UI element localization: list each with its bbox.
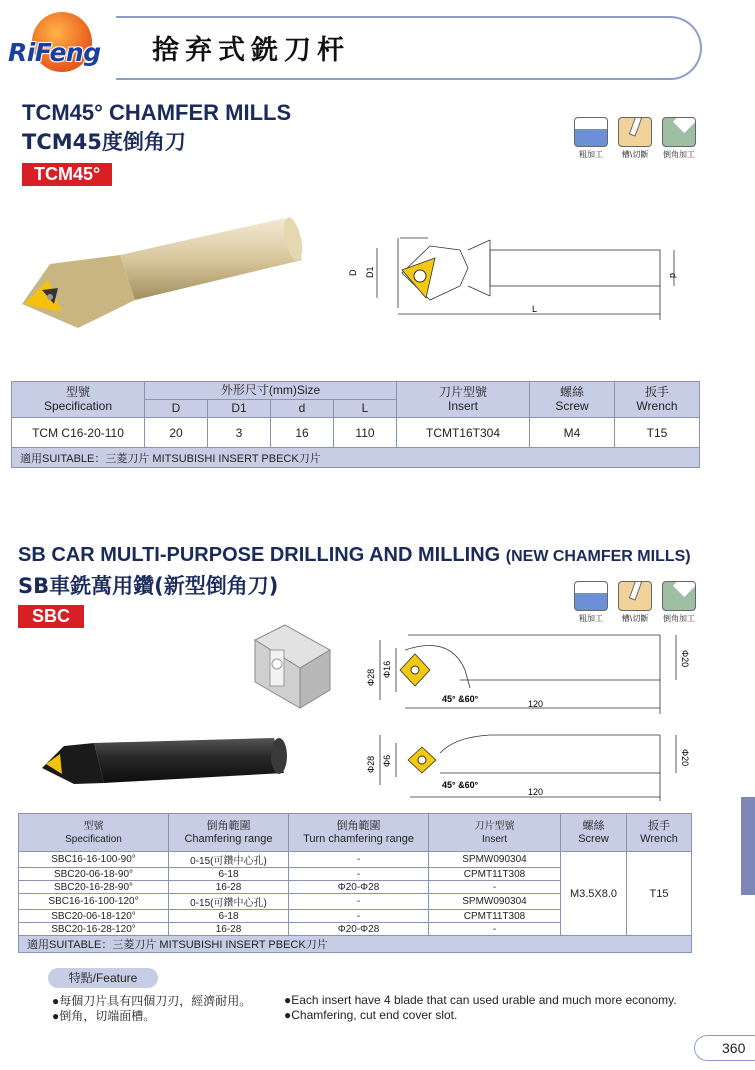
grooving-item: [616, 117, 654, 160]
dim-D: D: [348, 269, 358, 276]
th-spec-cn: 型號: [65, 384, 90, 399]
rough-machining-item: [572, 581, 610, 624]
dim-L: L: [532, 304, 538, 314]
dim-phi28: Φ28: [366, 668, 376, 686]
feature-cn-line: ●倒角，切端面槽。: [52, 1009, 156, 1023]
rough-machining-icon: [574, 117, 608, 147]
grooving-item: [616, 581, 654, 624]
feature-en-line: ●Each insert have 4 blade that can used urable and much more economy.: [284, 993, 677, 1007]
th-wrench-en: Wrench: [640, 832, 678, 845]
section2-title-en: [18, 544, 691, 567]
feature-cn: [52, 994, 251, 1024]
rough-machining-item: [572, 117, 610, 160]
machining-icons-1: [572, 117, 698, 160]
dim-D1: D1: [365, 266, 375, 278]
dim-angle: 45° &60°: [442, 780, 479, 790]
th-spec-en: Specification: [43, 398, 113, 413]
cell-wrench: T15: [627, 852, 692, 936]
icon-label: 倒角加工: [663, 150, 695, 159]
cell-tcr: -: [289, 868, 429, 881]
icon-label: 槽\切斷: [621, 614, 649, 623]
sbc-drawing-1: [360, 630, 690, 715]
cell-cr: 6-18: [169, 910, 289, 923]
logo-text: RiFeng: [8, 38, 101, 67]
th-insert-en: Insert: [447, 398, 478, 413]
icon-label: 倒角加工: [663, 614, 695, 623]
cell-spec: SBC20-06-18-120°: [19, 910, 169, 923]
th-screw-cn: 螺絲: [559, 384, 584, 399]
cell-L: 110: [334, 418, 397, 448]
dim-phi20: Φ20: [680, 650, 690, 668]
table-row: [19, 852, 692, 868]
sbc-tool-photo: [34, 728, 294, 788]
icon-label: 粗加工: [579, 614, 603, 623]
icon-label: 粗加工: [579, 150, 603, 159]
th-L: L: [334, 400, 397, 418]
th-D: D: [145, 400, 208, 418]
cell-spec: SBC16-16-100-120°: [19, 894, 169, 910]
grooving-icon: [618, 117, 652, 147]
sbc-spec-table: [18, 813, 692, 953]
cell-spec: SBC16-16-100-90°: [19, 852, 169, 868]
th-insert-cn: 刀片型號: [474, 820, 515, 832]
cell-spec: SBC20-06-18-90°: [19, 868, 169, 881]
dim-angle: 45° &60°: [442, 694, 479, 704]
cell-cr: 0-15(可鑽中心孔): [169, 852, 289, 868]
th-tcr-en: Turn chamfering range: [303, 832, 414, 845]
section2-title-en-main: SB CAR MULTI-PURPOSE DRILLING AND MILLING: [18, 544, 501, 566]
feature-en: [284, 993, 677, 1023]
dim-phi28: Φ28: [366, 755, 376, 773]
tcm45-tool-photo: [20, 200, 320, 350]
chamfering-icon: [662, 117, 696, 147]
section1-title-en: TCM45° CHAMFER MILLS: [22, 100, 292, 125]
cell-tcr: Φ20-Φ28: [289, 923, 429, 936]
dim-phi6: Φ6: [382, 754, 392, 767]
tcm45-spec-table: [11, 381, 700, 468]
th-screw-en: Screw: [578, 832, 609, 845]
cell-insert: CPMT11T308: [429, 868, 561, 881]
page-number: 360: [722, 1040, 746, 1056]
section2-tag: SBC: [18, 605, 84, 628]
th-d: d: [271, 400, 334, 418]
chamfering-item: [660, 117, 698, 160]
th-wrench-cn: 扳手: [648, 819, 670, 832]
dim-length: 120: [528, 787, 544, 797]
cell-insert: -: [429, 923, 561, 936]
side-tab: [741, 797, 755, 895]
th-cr-cn: 倒角範圍: [206, 819, 251, 832]
dim-length: 120: [528, 699, 544, 709]
brand-logo: [8, 12, 108, 74]
suitable-note: 適用SUITABLE：三菱刀片 MITSUBISHI INSERT PBECK刀片: [12, 448, 700, 468]
cell-d: 16: [271, 418, 334, 448]
th-cr-en: Chamfering range: [184, 832, 273, 845]
cell-D: 20: [145, 418, 208, 448]
chamfering-icon: [662, 581, 696, 611]
cell-insert: TCMT16T304: [397, 418, 530, 448]
cell-insert: SPMW090304: [429, 852, 561, 868]
th-insert-en: Insert: [481, 833, 507, 845]
cell-spec: TCM C16-20-110: [12, 418, 145, 448]
cell-insert: SPMW090304: [429, 894, 561, 910]
section1-title-cn: TCM45度倒角刀: [22, 130, 186, 154]
section2-title-cn: SB車銑萬用鑽(新型倒角刀): [18, 574, 279, 598]
cell-tcr: -: [289, 894, 429, 910]
cell-wrench: T15: [615, 418, 700, 448]
sbc-drawing-2: [360, 725, 690, 803]
dim-phi20: Φ20: [680, 749, 690, 767]
cell-cr: 16-28: [169, 881, 289, 894]
cell-screw: M4: [530, 418, 615, 448]
cell-insert: -: [429, 881, 561, 894]
dim-d: d: [668, 273, 678, 279]
feature-cn-line: ●每個刀片具有四個刀刃，經濟耐用。: [52, 994, 252, 1008]
cell-spec: SBC20-16-28-90°: [19, 881, 169, 894]
th-insert-cn: 刀片型號: [438, 384, 487, 399]
section1-tag: TCM45°: [22, 163, 112, 186]
tcm45-drawing: [340, 228, 690, 328]
chamfering-item: [660, 581, 698, 624]
cell-cr: 6-18: [169, 868, 289, 881]
cell-tcr: Φ20-Φ28: [289, 881, 429, 894]
th-screw-en: Screw: [555, 398, 589, 413]
cell-spec: SBC20-16-28-120°: [19, 923, 169, 936]
th-spec-en: Specification: [65, 833, 122, 845]
th-wrench-cn: 扳手: [644, 384, 669, 399]
icon-label: 槽\切斷: [621, 150, 649, 159]
page-title: 捨弃式銑刀杆: [152, 35, 350, 66]
th-tcr-cn: 倒角範圍: [336, 819, 381, 832]
cell-tcr: -: [289, 910, 429, 923]
th-D1: D1: [208, 400, 271, 418]
th-spec-cn: 型號: [83, 820, 104, 832]
cell-tcr: -: [289, 852, 429, 868]
section2-title-en-small: (NEW CHAMFER MILLS): [505, 548, 691, 565]
th-wrench-en: Wrench: [636, 398, 678, 413]
machining-icons-2: [572, 581, 698, 624]
th-screw-cn: 螺絲: [582, 819, 605, 832]
feature-en-line: ●Chamfering, cut end cover slot.: [284, 1008, 458, 1022]
rough-machining-icon: [574, 581, 608, 611]
cell-cr: 16-28: [169, 923, 289, 936]
cell-cr: 0-15(可鑽中心孔): [169, 894, 289, 910]
feature-label: 特點/Feature: [48, 968, 158, 988]
cell-screw: M3.5X8.0: [561, 852, 627, 936]
th-size: 外形尺寸(mm)Size: [145, 382, 397, 400]
cell-D1: 3: [208, 418, 271, 448]
suitable-note: 適用SUITABLE：三菱刀片 MITSUBISHI INSERT PBECK刀片: [19, 936, 692, 953]
dim-phi16: Φ16: [382, 660, 392, 678]
workpiece-illustration: [245, 620, 335, 710]
grooving-icon: [618, 581, 652, 611]
table-row: [12, 418, 700, 448]
cell-insert: CPMT11T308: [429, 910, 561, 923]
